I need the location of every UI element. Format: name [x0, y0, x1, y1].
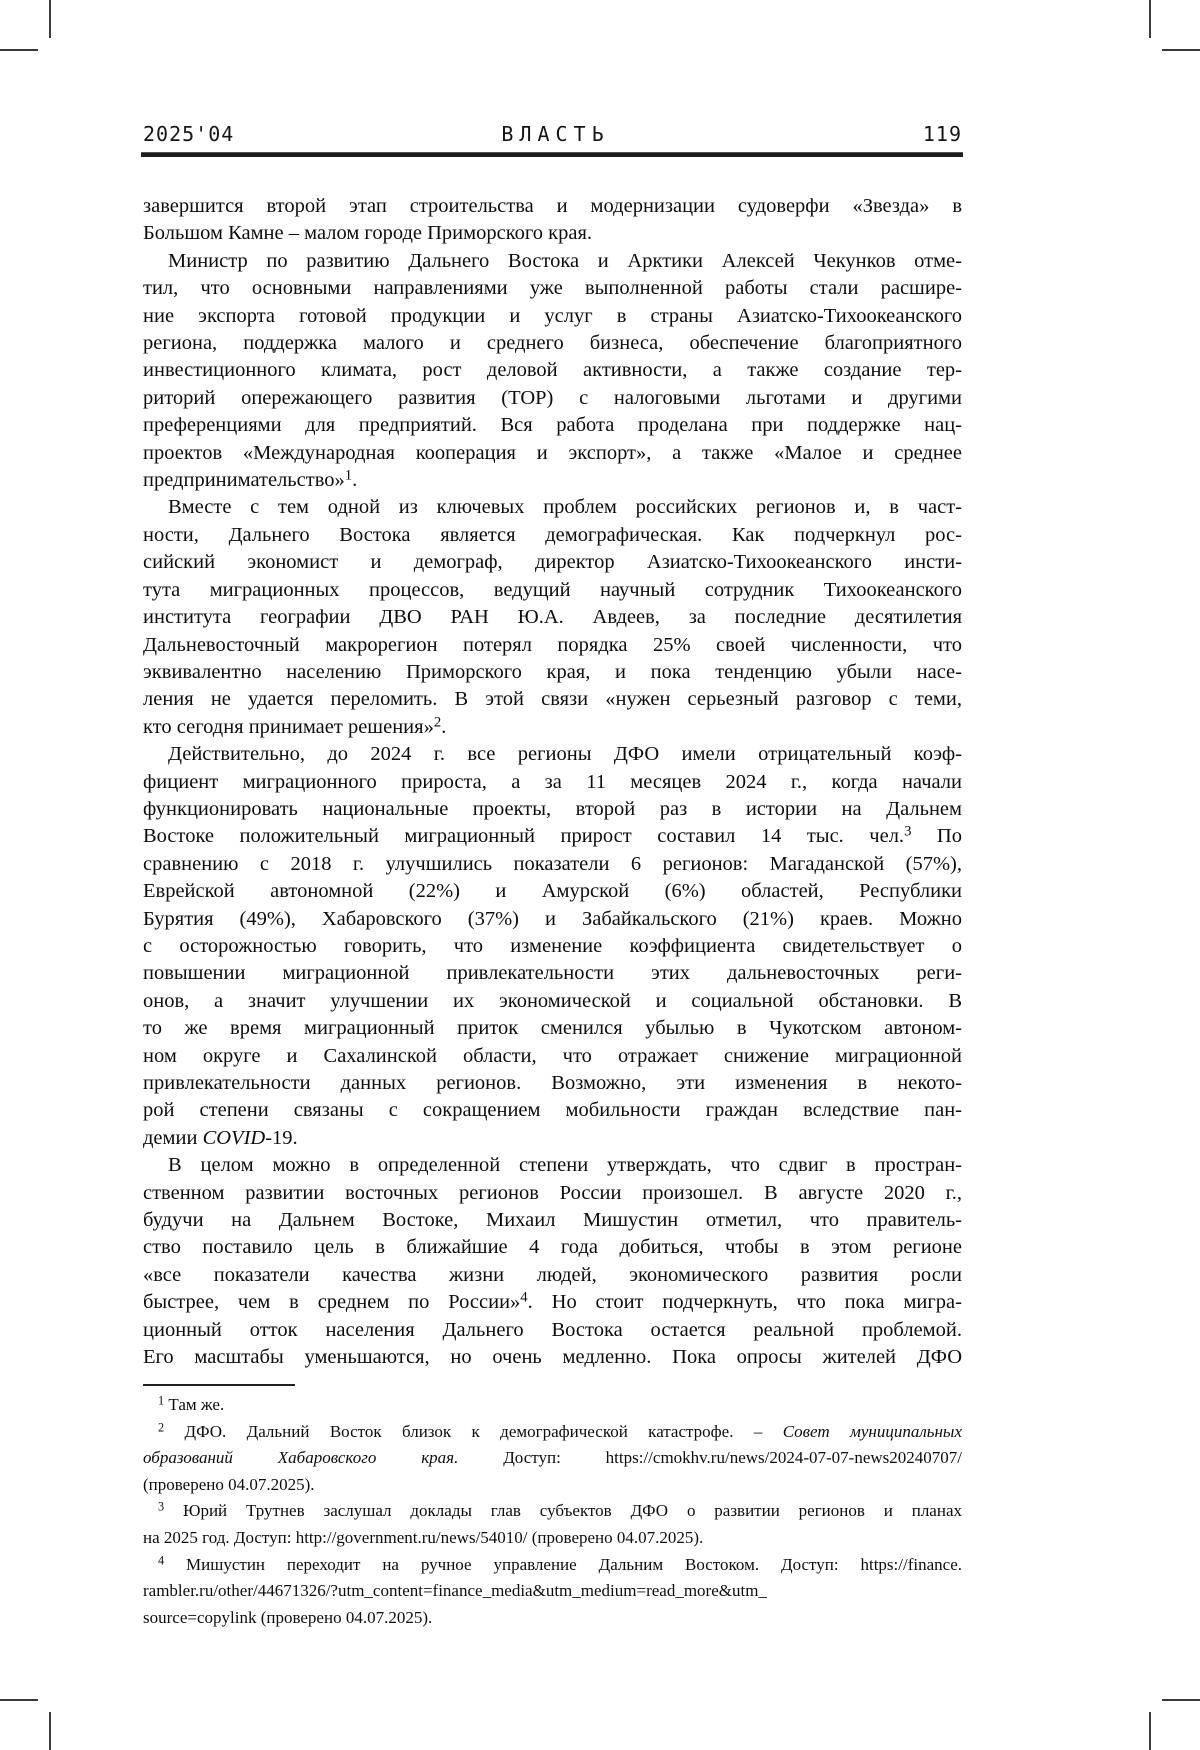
text-line: В целом можно в определенной степени утверждать, что сдвиг в простран-	[168, 1154, 962, 1177]
text-line: ности, Дальнего Востока является демографическая. Как подчеркнул рос-	[143, 523, 962, 546]
text-line: быстрее, чем в среднем по России»$^4$. Но стоит подчеркнуть, что пока мигра-	[143, 1289, 962, 1314]
text-line: проектов «Международная кооперация и экспорт», а также «Малое и среднее	[143, 441, 962, 464]
text-line: привлекательности данных регионов. Возможно, эти изменения в некото-	[143, 1072, 962, 1094]
text-line: ном округе и Сахалинской области, что отражает снижение миграционной	[143, 1044, 962, 1067]
paragraph	[143, 248, 962, 495]
text-line: $^1$ Там же.	[158, 1393, 225, 1414]
text-line: Вместе с тем одной из ключевых проблем российских регионов и, в част-	[168, 496, 962, 519]
footnote	[143, 1419, 962, 1499]
crop-mark	[49, 1712, 51, 1750]
footnote-separator	[143, 1384, 295, 1386]
text-line: ние экспорта готовой продукции и услуг в страны Азиатско-Тихоокеанского	[143, 304, 962, 327]
text-line: ления не удается переломить. В этой связи «нужен серьезный разговор с теми,	[143, 688, 962, 711]
running-head	[143, 122, 962, 148]
text-line: Его масштабы уменьшаются, но очень медленно. Пока опросы жителей ДФО	[143, 1346, 962, 1369]
text-line: риторий опережающего развития (ТОР) с налоговыми льготами и другими	[143, 386, 962, 409]
text-line: будучи на Дальнем Востоке, Михаил Мишустин отметил, что правитель-	[143, 1209, 962, 1232]
crop-mark	[1162, 49, 1200, 51]
text-line: Действительно, до 2024 г. все регионы ДФО имели отрицательный коэф-	[168, 743, 962, 766]
text-line: Еврейской автономной (22%) и Амурской (6%) областей, Республики	[143, 880, 962, 903]
paragraph	[143, 494, 962, 741]
crop-mark	[0, 49, 38, 51]
text-line: $^3$ Юрий Трутнев заслушал доклады глав субъектов ДФО о развитии регионов и планах	[158, 1499, 962, 1521]
text-line: демии COVID-19.	[143, 1126, 298, 1149]
text-line: Бурятия (49%), Хабаровского (37%) и Забайкальского (21%) краев. Можно	[143, 907, 962, 930]
crop-mark	[1149, 0, 1151, 38]
text-line: фициент миграционного прироста, а за 11 месяцев 2024 г., когда начали	[143, 770, 962, 793]
text-line: онов, а значит улучшении их экономической и социальной обстановки. В	[143, 989, 962, 1012]
text-line: ственном развитии восточных регионов России произошел. В августе 2020 г.,	[143, 1181, 962, 1204]
footnote	[143, 1552, 962, 1632]
header-rule	[141, 152, 963, 157]
text-line: региона, поддержка малого и среднего бизнеса, обеспечение благоприятного	[143, 332, 962, 355]
text-line: завершится второй этап строительства и модернизации судоверфи «Звезда» в	[143, 195, 962, 217]
crop-mark	[1149, 1712, 1151, 1750]
text-line: тута миграционных процессов, ведущий научный сотрудник Тихоокеанского	[143, 578, 962, 601]
text-line: кто сегодня принимает решения»$^2$.	[143, 714, 447, 738]
text-line: функционировать национальные проекты, второй раз в истории на Дальнем	[143, 797, 962, 820]
text-line: сравнению с 2018 г. улучшились показатели 6 регионов: Магаданской (57%),	[143, 852, 962, 875]
text-line: $^2$ ДФО. Дальний Восток близок к демографической катастрофе. – Совет муниципальных	[158, 1420, 962, 1441]
text-line: инвестиционного климата, рост деловой активности, а также создание тер-	[143, 359, 962, 382]
journal-issue: 2025'04	[143, 122, 235, 146]
text-line: ство поставило цель в ближайшие 4 года добиться, чтобы в этом регионе	[143, 1236, 962, 1259]
text-line: Большом Камне – малом городе Приморского края.	[143, 222, 593, 245]
paragraph	[143, 1152, 962, 1371]
text-line: Востоке положительный миграционный прирост составил 14 тыс. чел.$^3$ По	[143, 823, 962, 848]
text-line: Министр по развитию Дальнего Востока и Арктики Алексей Чекунков отме-	[168, 249, 962, 272]
text-line: образований Хабаровского края. Доступ: https://cmokhv.ru/news/2024-07-07-news20240707/	[143, 1448, 962, 1468]
text-line: с осторожностью говорить, что изменение коэффициента свидетельствует о	[143, 934, 962, 957]
text-line: преференциями для предприятий. Вся работа проделана при поддержке нац-	[143, 414, 962, 437]
crop-mark	[49, 0, 51, 38]
text-line: rambler.ru/other/44671326/?utm_content=finance_media&utm_medium=read_more&utm_	[143, 1581, 767, 1601]
text-line: эквивалентно населению Приморского края, и пока тенденцию убыли насе-	[143, 660, 962, 683]
text-line: (проверено 04.07.2025).	[143, 1474, 315, 1494]
article-body	[143, 193, 962, 1371]
text-line: рой степени связаны с сокращением мобильности граждан вследствие пан-	[143, 1099, 962, 1122]
footnotes	[143, 1392, 962, 1631]
text-line: то же время миграционный приток сменился убылью в Чукотском автоном-	[143, 1017, 962, 1040]
footnote	[143, 1498, 962, 1551]
text-line: на 2025 год. Доступ: http://government.ru/news/54010/ (проверено 04.07.2025).	[143, 1527, 704, 1547]
page-number: 119	[922, 122, 962, 146]
text-line: source=copylink (проверено 04.07.2025).	[143, 1607, 433, 1627]
footnote	[143, 1392, 962, 1419]
text-line: предпринимательство»$^1$.	[143, 467, 358, 492]
text-line: тил, что основными направлениями уже выполненной работы стали расшире-	[143, 277, 962, 300]
text-line: института географии ДВО РАН Ю.А. Авдеев, за последние десятилетия	[143, 606, 962, 629]
text-line: повышении миграционной привлекательности этих дальневосточных реги-	[143, 962, 962, 985]
text-line: ционный отток населения Дальнего Востока остается реальной проблемой.	[143, 1318, 962, 1341]
text-line: «все показатели качества жизни людей, экономического развития росли	[143, 1263, 962, 1286]
paragraph	[143, 193, 962, 248]
text-line: $^4$ Мишустин переходит на ручное управление Дальним Востоком. Доступ: https://finance.	[158, 1553, 962, 1574]
text-line: Дальневосточный макрорегион потерял порядка 25% своей численности, что	[143, 633, 962, 656]
text-line: сийский экономист и демограф, директор Азиатско-Тихоокеанского инсти-	[143, 551, 962, 574]
paragraph	[143, 741, 962, 1152]
journal-title: ВЛАСТЬ	[501, 122, 610, 146]
crop-mark	[1162, 1699, 1200, 1701]
crop-mark	[0, 1699, 38, 1701]
